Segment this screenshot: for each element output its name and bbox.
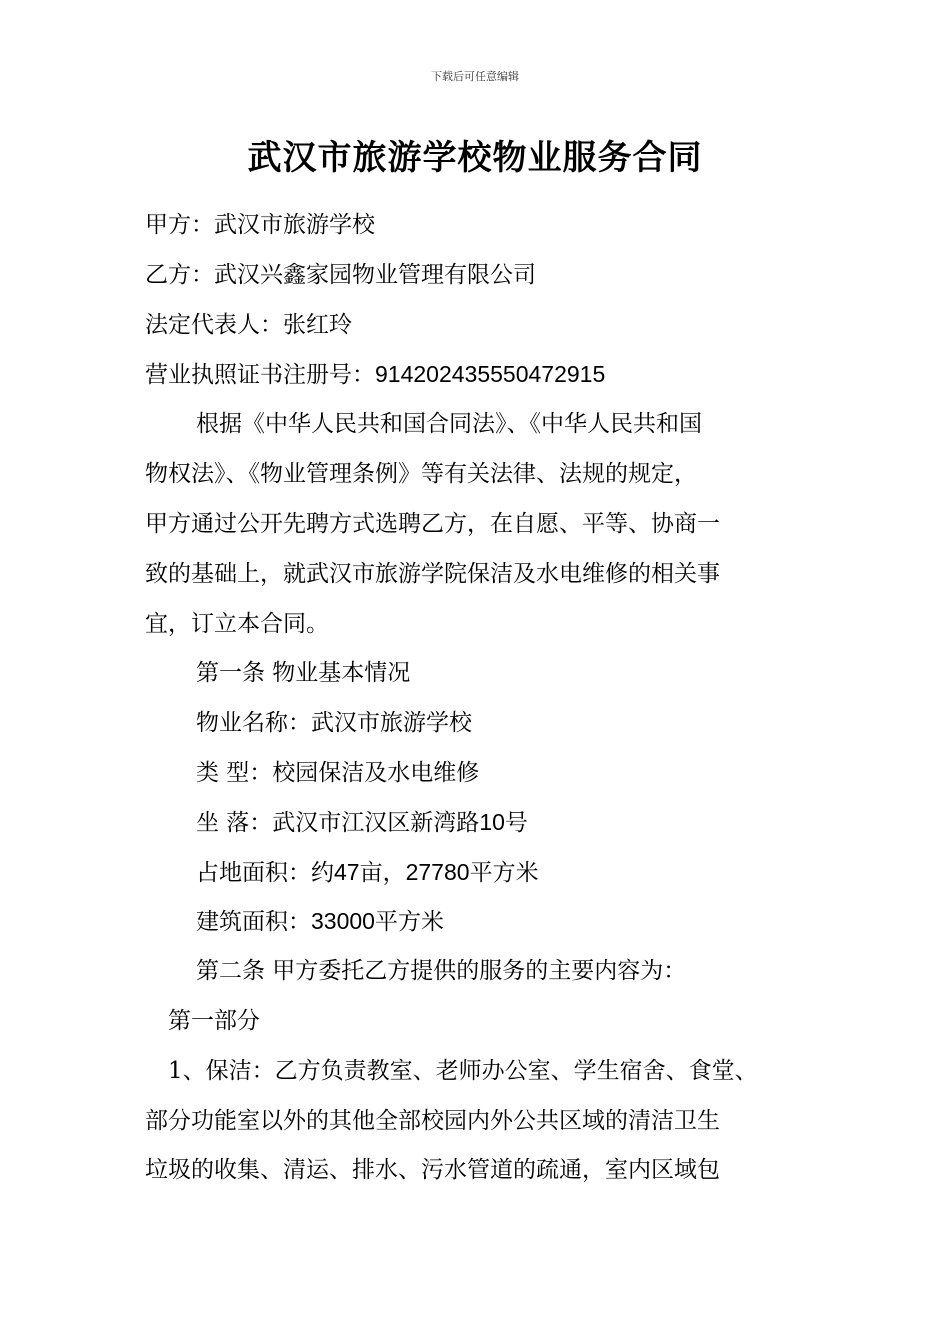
license-line <box>145 359 605 390</box>
land-area-sqm: 27780 <box>405 859 470 885</box>
location-number: 10 <box>479 809 505 835</box>
location-suffix: 号 <box>504 810 528 836</box>
land-area <box>196 857 539 888</box>
preamble-line: 致的基础上，就武汉市旅游学院保洁及水电维修的相关事 <box>145 561 720 587</box>
building-area-prefix: 建筑面积： <box>196 909 311 935</box>
license-label: 营业执照证书注册号： <box>145 362 375 388</box>
article1-heading: 第一条 物业基本情况 <box>196 660 411 686</box>
land-area-mid: 亩， <box>359 860 406 886</box>
preamble-line: 甲方通过公开先聘方式选聘乙方，在自愿、平等、协商一 <box>145 511 720 537</box>
header-note: 下载后可任意编辑 <box>431 70 519 83</box>
preamble-line: 物权法》、《物业管理条例》等有关法律、法规的规定， <box>145 461 697 487</box>
item1-line: 垃圾的收集、清运、排水、污水管道的疏通，室内区域包 <box>145 1157 720 1183</box>
item1-line: 1、保洁：乙方负责教室、老师办公室、学生宿舍、食堂、 <box>168 1058 758 1084</box>
part-heading: 第一部分 <box>168 1008 260 1034</box>
party-b: 乙方：武汉兴鑫家园物业管理有限公司 <box>145 262 536 288</box>
preamble-line: 宜，订立本合同。 <box>145 611 329 637</box>
party-a: 甲方：武汉市旅游学校 <box>145 212 375 238</box>
location-prefix: 坐 落：武汉市江汉区新湾路 <box>196 810 480 836</box>
property-name: 物业名称：武汉市旅游学校 <box>196 710 472 736</box>
item1-line: 部分功能室以外的其他全部校园内外公共区域的清洁卫生 <box>145 1108 720 1134</box>
property-type: 类 型：校园保洁及水电维修 <box>196 760 480 786</box>
land-area-suffix: 平方米 <box>469 860 539 886</box>
preamble-line: 根据《中华人民共和国合同法》、《中华人民共和国 <box>196 411 702 437</box>
legal-representative: 法定代表人：张红玲 <box>145 312 352 338</box>
building-area-sqm: 33000 <box>311 908 375 934</box>
article2-heading: 第二条 甲方委托乙方提供的服务的主要内容为： <box>196 958 687 984</box>
building-area-suffix: 平方米 <box>374 909 444 935</box>
land-area-prefix: 占地面积：约 <box>196 860 334 886</box>
building-area <box>196 906 444 937</box>
land-area-mu: 47 <box>334 859 360 885</box>
property-location <box>196 807 528 838</box>
license-number: 914202435550472915 <box>375 361 606 387</box>
document-title: 武汉市旅游学校物业服务合同 <box>247 138 703 178</box>
